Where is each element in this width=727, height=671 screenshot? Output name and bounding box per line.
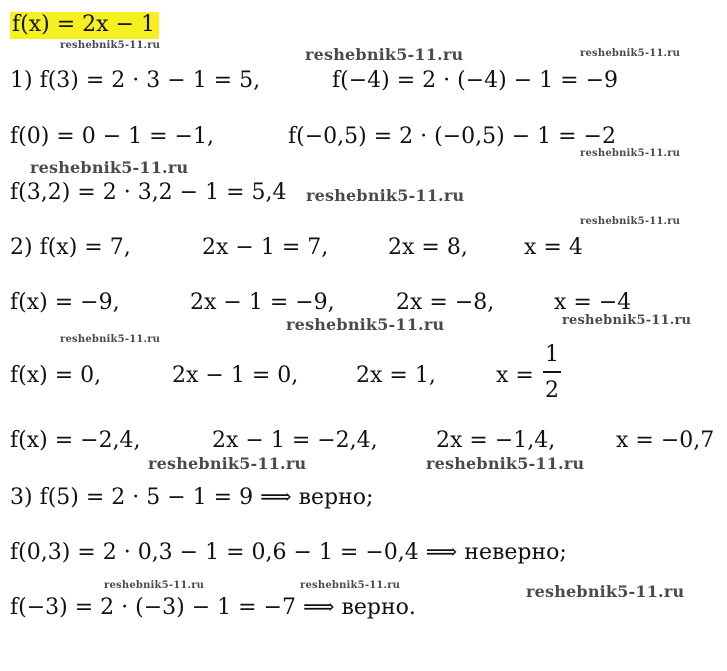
eq-2x-1-7: 2x − 1 = 7, [202, 235, 329, 260]
eq-f-neg05: f(−0,5) = 2 · (−0,5) − 1 = −2 [288, 124, 616, 149]
watermark-text: reshebnik5-11.ru [148, 454, 307, 473]
check-f5: 3) f(5) = 2 · 5 − 1 = 9 ⟹ верно; [10, 485, 374, 510]
check-f03: f(0,3) = 2 · 0,3 − 1 = 0,6 − 1 = −0,4 ⟹ неверно; [10, 540, 567, 565]
eq-2x-1-neg24: 2x − 1 = −2,4, [212, 428, 378, 453]
eq-x-neg4: x = −4 [554, 290, 632, 315]
watermark-text: reshebnik5-11.ru [580, 148, 681, 159]
eq-f-neg4: f(−4) = 2 · (−4) − 1 = −9 [332, 68, 618, 93]
watermark-text: reshebnik5-11.ru [104, 580, 205, 591]
eq-x-half: x = [496, 363, 534, 388]
watermark-text: reshebnik5-11.ru [60, 40, 161, 51]
title-highlight: f(x) = 2x − 1 [10, 12, 159, 39]
eq-x-4: x = 4 [524, 235, 583, 260]
watermark-text: reshebnik5-11.ru [300, 580, 401, 591]
fraction-denominator: 2 [545, 378, 559, 403]
watermark-text: reshebnik5-11.ru [526, 582, 685, 601]
watermark-text: reshebnik5-11.ru [286, 315, 445, 334]
eq-2x-1: 2x = 1, [356, 363, 436, 388]
eq-x-neg07: x = −0,7 [616, 428, 715, 453]
eq-f32: f(3,2) = 2 · 3,2 − 1 = 5,4 [10, 180, 287, 205]
eq-fx-neg24: f(x) = −2,4, [10, 428, 141, 453]
fraction-bar [543, 371, 561, 373]
watermark-text: reshebnik5-11.ru [30, 158, 189, 177]
title [10, 12, 159, 38]
eq-2x-neg8: 2x = −8, [396, 290, 495, 315]
eq-2x-8: 2x = 8, [388, 235, 468, 260]
eq-f0: f(0) = 0 − 1 = −1, [10, 124, 214, 149]
eq-f3: 1) f(3) = 2 · 3 − 1 = 5, [10, 68, 261, 93]
eq-2x-1-neg9: 2x − 1 = −9, [190, 290, 335, 315]
check-f-neg3: f(−3) = 2 · (−3) − 1 = −7 ⟹ верно. [10, 595, 416, 620]
eq-fx0: f(x) = 0, [10, 363, 102, 388]
watermark-text: reshebnik5-11.ru [580, 48, 681, 59]
eq-2x-neg14: 2x = −1,4, [436, 428, 556, 453]
fraction-numerator: 1 [545, 342, 559, 367]
eq-fx-neg9: f(x) = −9, [10, 290, 120, 315]
watermark-text: reshebnik5-11.ru [580, 216, 681, 227]
watermark-text: reshebnik5-11.ru [562, 313, 692, 328]
eq-fx7: 2) f(x) = 7, [10, 235, 131, 260]
watermark-text: reshebnik5-11.ru [305, 45, 464, 64]
watermark-text: reshebnik5-11.ru [426, 454, 585, 473]
watermark-text: reshebnik5-11.ru [60, 334, 161, 345]
eq-2x-1-0: 2x − 1 = 0, [172, 363, 299, 388]
watermark-text: reshebnik5-11.ru [306, 186, 465, 205]
